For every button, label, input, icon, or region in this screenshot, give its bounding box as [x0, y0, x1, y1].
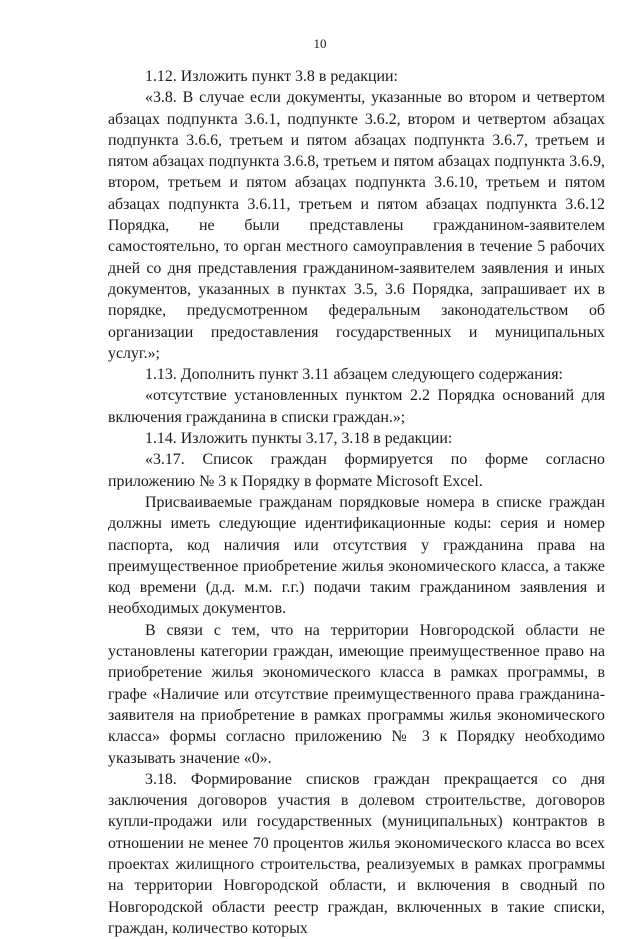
- paragraph-3-18-text: 3.18. Формирование списков граждан прекращается со дня заключения договоров участия в долевом строительстве, договоров купли-продажи или государственных (муниципальных) контрактов в отношении не менее 70 процентов жилья экономического класса во всех проектах жилищного строительства, реализуемых в рамках программы на территории Новгородской области, и включения в сводный по Новгородской области реестр граждан, включенных в такие списки, граждан, количество которых: [108, 770, 605, 937]
- paragraph-3-8-text: «3.8. В случае если документы, указанные во втором и четвертом абзацах подпункта 3.6.1, подпункте 3.6.2, втором и четвертом абзацах подпункта 3.6.6, третьем и пятом абзацах подпункта 3.6.7, третьем и пятом абзацах подпункта 3.6.8, третьем и пятом абзацах подпункта 3.6.9, втором, третьем и пятом абзацах подпункта 3.6.10, третьем и пятом абзацах подпункта 3.6.11, третьем и пятом абзацах подпункта 3.6.12 Порядка, не были представлены гражданином-заявителем самостоятельно, то орган местного самоуправления в течение 5 рабочих дней со дня представления гражданином-заявителем заявления и иных документов, указанных в пунктах 3.5, 3.6 Порядка, запрашивает их в порядке, предусмотренном федеральным законодательством об организации предоставления государственных и муниципальных услуг.»;: [108, 89, 605, 362]
- paragraph-novgorod-categories: В связи с тем, что на территории Новгородской области не установлены категории граждан, имеющие преимущественное право на приобретение жилья экономического класса в рамках программы, в графе «Наличие или отсутствие преимущественного права гражданина-заявителя на приобретение в рамках программы жилья экономического класса» формы согласно приложению № 3 к Порядку необходимо указывать значение «0».: [108, 621, 605, 767]
- page-number: 10: [313, 36, 327, 51]
- paragraph-1-12: 1.12. Изложить пункт 3.8 в редакции:: [145, 68, 398, 85]
- document-body: [108, 66, 605, 939]
- paragraph-3-11-addition: «отсутствие установленных пунктом 2.2 Порядка оснований для включения гражданина в списки граждан.»;: [108, 387, 605, 426]
- paragraph-identification-codes: Присваиваемые гражданам порядковые номера в списке граждан должны иметь следующие идентификационные коды: серия и номер паспорта, код наличия или отсутствия у гражданина права на преимущественное приобретение жилья экономического класса, а также код времени (д.д. м.м. г.г.) подачи таким гражданином заявления и необходимых документов.: [108, 493, 605, 618]
- paragraph-1-13: 1.13. Дополнить пункт 3.11 абзацем следующего содержания:: [145, 366, 563, 384]
- paragraph-1-14: 1.14. Изложить пункты 3.17, 3.18 в редакции:: [145, 430, 453, 448]
- paragraph-3-17-text: «3.17. Список граждан формируется по форме согласно приложению № 3 к Порядку в формате Microsoft Excel.: [108, 451, 605, 490]
